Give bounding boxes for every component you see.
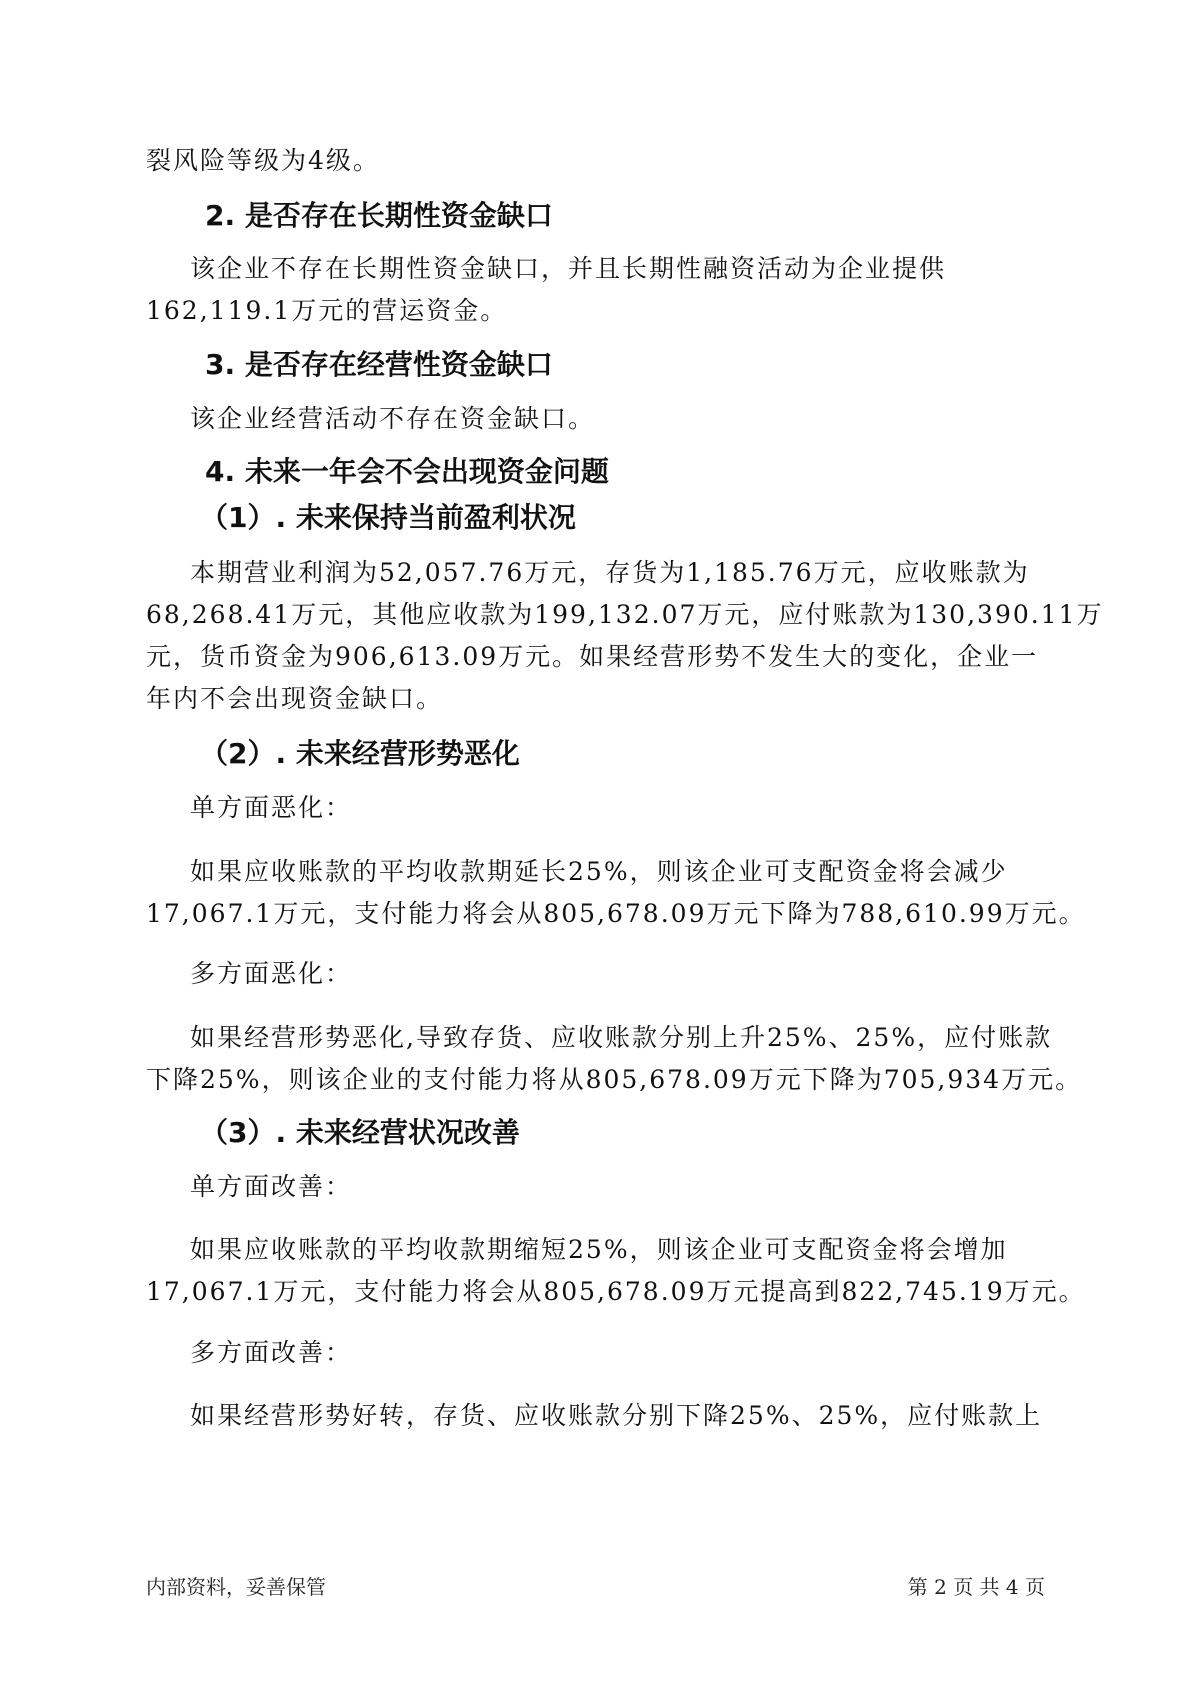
paragraph-line: 年内不会出现资金缺口。 xyxy=(146,684,444,713)
paragraph-line: 裂风险等级为4级。 xyxy=(146,146,380,175)
paragraph-line: 17,067.1万元，支付能力将会从805,678.09万元下降为788,610.99万元。 xyxy=(146,899,1086,928)
paragraph-line: 多方面恶化： xyxy=(190,959,353,988)
paragraph-line: 该企业经营活动不存在资金缺口。 xyxy=(190,404,596,433)
paragraph-line: 如果应收账款的平均收款期缩短25%，则该企业可支配资金将会增加 xyxy=(190,1235,1008,1264)
paragraph-line: 下降25%，则该企业的支付能力将从805,678.09万元下降为705,934万元。 xyxy=(146,1065,1083,1094)
paragraph-line: 如果经营形势好转，存货、应收账款分别下降25%、25%，应付账款上 xyxy=(190,1401,1043,1430)
subsection-heading-3: （3）. 未来经营状况改善 xyxy=(200,1116,520,1149)
subsection-heading-1: （1）. 未来保持当前盈利状况 xyxy=(200,501,576,534)
paragraph-line: 68,268.41万元，其他应收款为199,132.07万元，应付账款为130,390.11万 xyxy=(146,600,1104,629)
section-heading-4: 4. 未来一年会不会出现资金问题 xyxy=(205,455,609,488)
footer-note: 内部资料，妥善保管 xyxy=(146,1575,326,1599)
subsection-heading-2: （2）. 未来经营形势恶化 xyxy=(200,737,520,770)
section-heading-3: 3. 是否存在经营性资金缺口 xyxy=(205,348,553,381)
paragraph-line: 该企业不存在长期性资金缺口，并且长期性融资活动为企业提供 xyxy=(190,254,947,283)
section-heading-2: 2. 是否存在长期性资金缺口 xyxy=(205,199,553,232)
page-number: 第 2 页 共 4 页 xyxy=(907,1575,1045,1599)
paragraph-line: 多方面改善： xyxy=(190,1338,353,1367)
paragraph-line: 如果应收账款的平均收款期延长25%，则该企业可支配资金将会减少 xyxy=(190,857,1008,886)
paragraph-line: 17,067.1万元，支付能力将会从805,678.09万元提高到822,745.19万元。 xyxy=(146,1277,1086,1306)
paragraph-line: 本期营业利润为52,057.76万元，存货为1,185.76万元，应收账款为 xyxy=(190,558,1030,587)
paragraph-line: 单方面恶化： xyxy=(190,793,353,822)
paragraph-line: 如果经营形势恶化,导致存货、应收账款分别上升25%、25%，应付账款 xyxy=(190,1023,1053,1052)
paragraph-line: 162,119.1万元的营运资金。 xyxy=(146,296,508,325)
paragraph-line: 单方面改善： xyxy=(190,1172,353,1201)
paragraph-line: 元，货币资金为906,613.09万元。如果经营形势不发生大的变化，企业一 xyxy=(146,642,1039,671)
